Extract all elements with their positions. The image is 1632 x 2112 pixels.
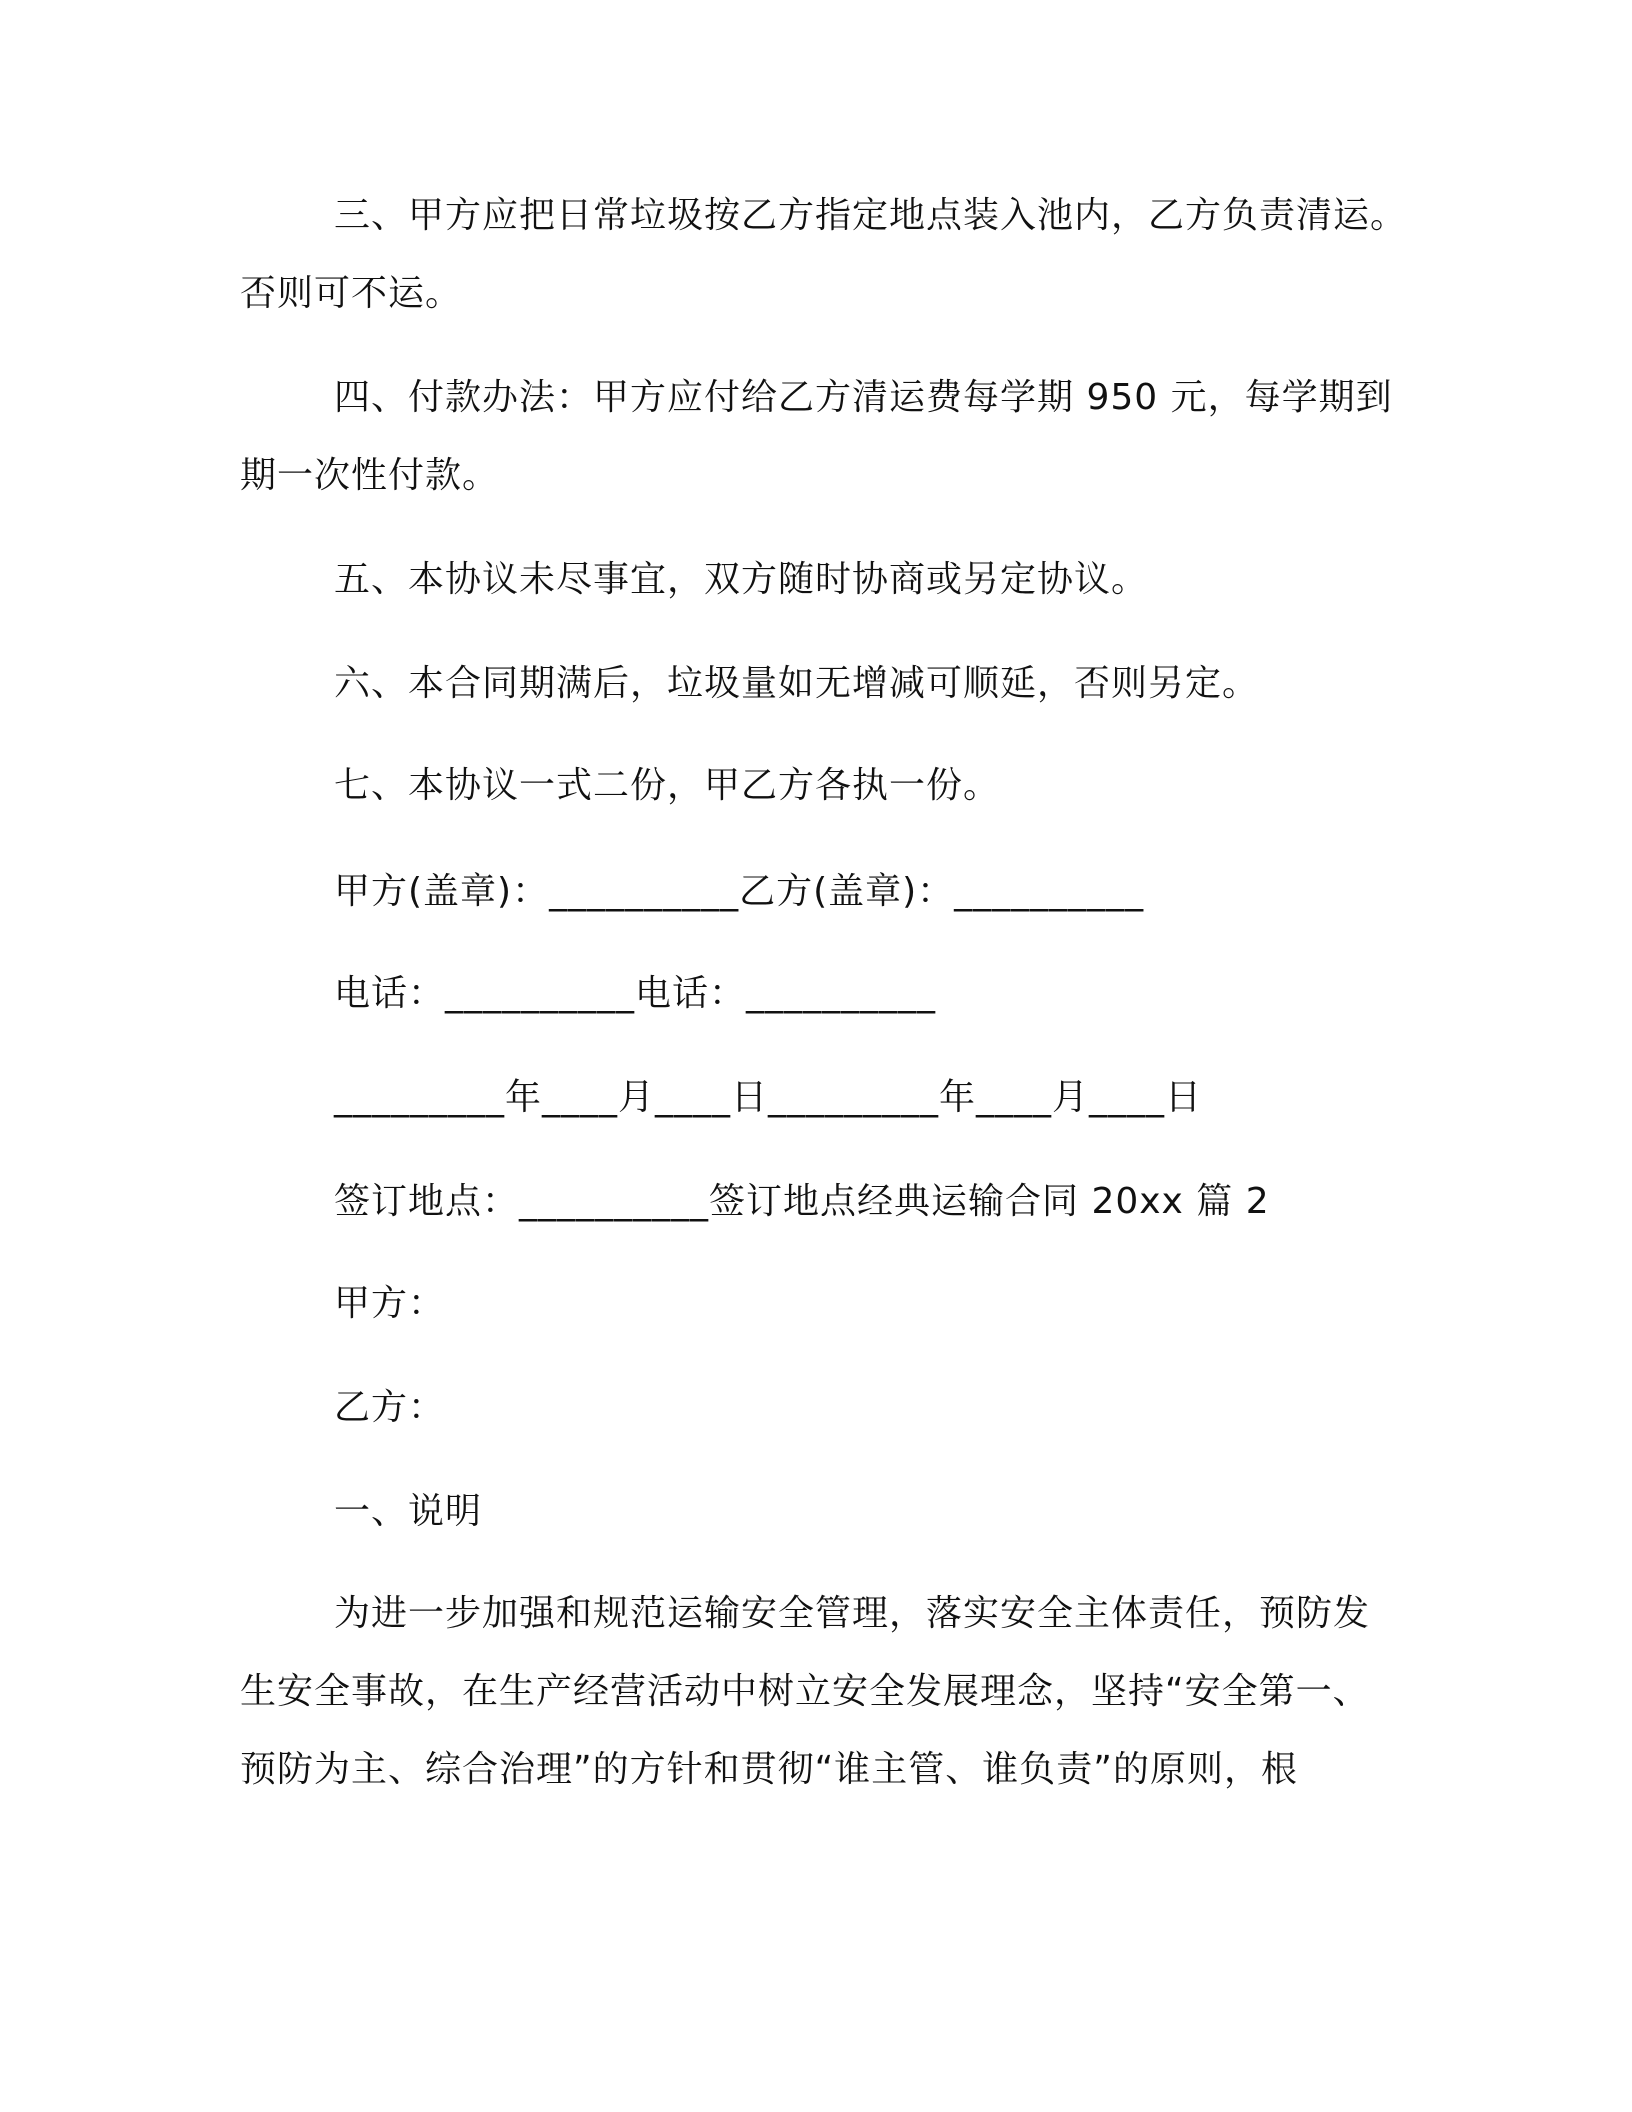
paragraph-line-1: 为进一步加强和规范运输安全管理，落实安全主体责任，预防发 (334, 1593, 1371, 1634)
clause-6: 六、本合同期满后，垃圾量如无增减可顺延，否则另定。 (334, 663, 1260, 704)
clause-4-line-1: 四、付款办法：甲方应付给乙方清运费每学期 950 元，每学期到 (334, 377, 1393, 418)
clause-3-line-2: 否则可不运。 (240, 273, 463, 314)
paragraph-line-3: 预防为主、综合治理”的方针和贯彻“谁主管、谁负责”的原则，根 (240, 1749, 1298, 1790)
party-b-label: 乙方： (334, 1387, 446, 1428)
signing-place-line: 签订地点：__________签订地点经典运输合同 20xx 篇 2 (334, 1181, 1270, 1222)
date-line: _________年____月____日_________年____月____日 (334, 1077, 1202, 1118)
clause-7: 七、本协议一式二份，甲乙方各执一份。 (334, 765, 1001, 806)
seal-signature-line: 甲方(盖章)：__________乙方(盖章)：__________ (334, 871, 1145, 912)
clause-4-line-2: 期一次性付款。 (240, 455, 500, 496)
section-heading: 一、说明 (334, 1491, 483, 1532)
phone-line: 电话：__________电话：__________ (334, 973, 937, 1014)
party-a-label: 甲方： (334, 1283, 446, 1324)
clause-3-line-1: 三、甲方应把日常垃圾按乙方指定地点装入池内，乙方负责清运。 (334, 195, 1408, 236)
paragraph-line-2: 生安全事故，在生产经营活动中树立安全发展理念，坚持“安全第一、 (240, 1671, 1370, 1712)
clause-5: 五、本协议未尽事宜，双方随时协商或另定协议。 (334, 559, 1149, 600)
